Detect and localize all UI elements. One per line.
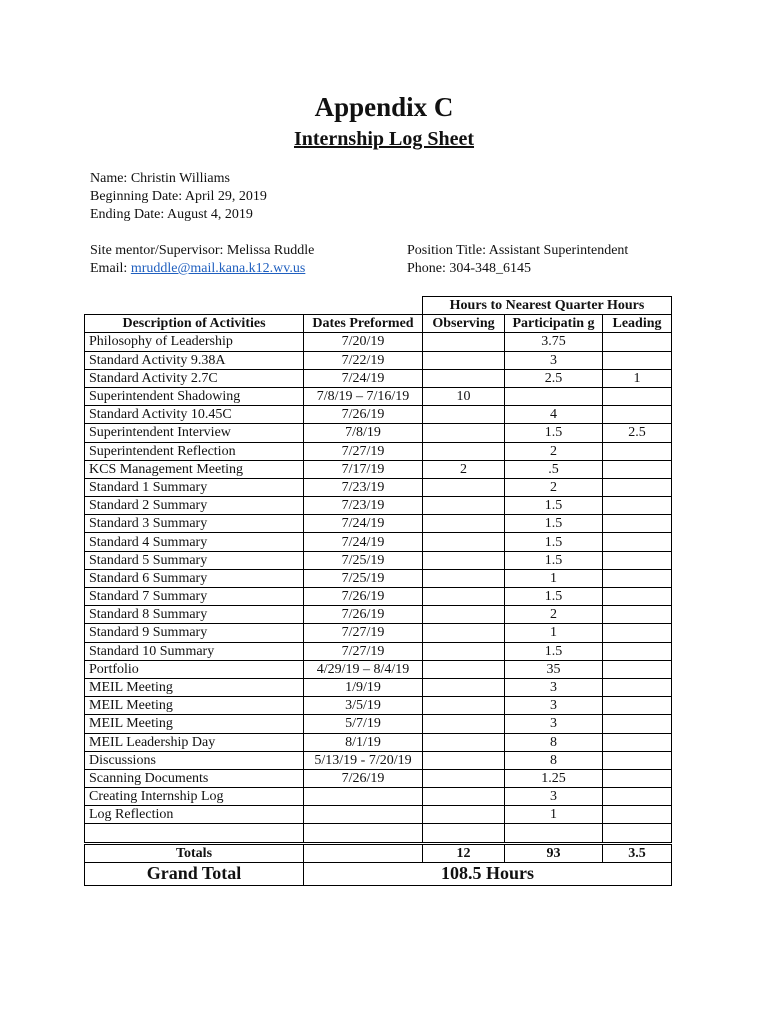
activity-description: Standard 6 Summary: [85, 569, 304, 587]
table-row: [85, 460, 672, 478]
table-row: [85, 660, 672, 678]
activity-date: 7/24/19: [304, 515, 423, 533]
activity-description: Standard 9 Summary: [85, 624, 304, 642]
table-row: [85, 715, 672, 733]
observing-hours: [423, 642, 505, 660]
page-title: Appendix C: [314, 92, 454, 122]
activity-date: 4/29/19 – 8/4/19: [304, 660, 423, 678]
observing-hours: [423, 806, 505, 824]
table-row: [85, 588, 672, 606]
activity-date: [304, 806, 423, 824]
mentor-email-link[interactable]: mruddle@mail.kana.k12.wv.us: [130, 261, 306, 276]
internship-log-table: [84, 296, 672, 886]
table-row: [85, 478, 672, 496]
col-observing: Observing: [423, 315, 505, 333]
observing-hours: [423, 551, 505, 569]
participating-hours: .5: [505, 460, 603, 478]
activity-date: 7/26/19: [304, 769, 423, 787]
observing-hours: [423, 424, 505, 442]
leading-hours: 1: [603, 369, 672, 387]
participating-hours: 4: [505, 406, 603, 424]
table-row: [85, 697, 672, 715]
table-row: [85, 333, 672, 351]
activity-description: Standard Activity 2.7C: [85, 369, 304, 387]
totals-row: [85, 843, 672, 862]
activity-description: MEIL Meeting: [85, 715, 304, 733]
activity-description: Standard 1 Summary: [85, 478, 304, 496]
activity-date: 7/17/19: [304, 460, 423, 478]
participating-hours: 3: [505, 678, 603, 696]
leading-hours: [603, 733, 672, 751]
leading-hours: [603, 642, 672, 660]
participating-hours: 1.5: [505, 533, 603, 551]
leading-hours: [603, 624, 672, 642]
participating-hours: 3: [505, 697, 603, 715]
table-row: [85, 569, 672, 587]
totals-label: Totals: [85, 843, 304, 862]
intern-name: Name: Christin Williams: [90, 171, 230, 186]
leading-hours: [603, 460, 672, 478]
participating-hours: 1: [505, 569, 603, 587]
leading-hours: [603, 333, 672, 351]
observing-hours: [423, 515, 505, 533]
activity-description: Standard 8 Summary: [85, 606, 304, 624]
participating-hours: 1: [505, 806, 603, 824]
participating-hours: 1.5: [505, 551, 603, 569]
mentor-position-info: [407, 242, 628, 278]
observing-hours: 2: [423, 460, 505, 478]
activity-date: 3/5/19: [304, 697, 423, 715]
table-row: [85, 424, 672, 442]
activity-description: Portfolio: [85, 660, 304, 678]
mentor-name: Site mentor/Supervisor: Melissa Ruddle: [90, 243, 315, 258]
participating-hours: 3: [505, 715, 603, 733]
leading-hours: [603, 406, 672, 424]
observing-hours: [423, 769, 505, 787]
participating-hours: 2: [505, 442, 603, 460]
page-subtitle: [0, 128, 768, 151]
leading-hours: [603, 551, 672, 569]
leading-hours: [603, 697, 672, 715]
activity-description: Philosophy of Leadership: [85, 333, 304, 351]
leading-hours: [603, 478, 672, 496]
grand-total-label: Grand Total: [85, 862, 304, 885]
observing-hours: [423, 442, 505, 460]
activity-date: 7/25/19: [304, 551, 423, 569]
activity-date: 7/26/19: [304, 606, 423, 624]
observing-hours: [423, 497, 505, 515]
participating-hours: 8: [505, 733, 603, 751]
participating-hours: 1.5: [505, 424, 603, 442]
activity-description: Scanning Documents: [85, 769, 304, 787]
participating-hours: [505, 387, 603, 405]
leading-hours: [603, 533, 672, 551]
totals-observing: 12: [423, 843, 505, 862]
observing-hours: [423, 533, 505, 551]
activity-description: Standard Activity 10.45C: [85, 406, 304, 424]
activity-description: MEIL Meeting: [85, 697, 304, 715]
observing-hours: [423, 606, 505, 624]
mentor-info: [90, 242, 314, 278]
activity-description: Discussions: [85, 751, 304, 769]
activity-description: MEIL Leadership Day: [85, 733, 304, 751]
observing-hours: [423, 715, 505, 733]
activity-description: KCS Management Meeting: [85, 460, 304, 478]
activity-date: 7/27/19: [304, 624, 423, 642]
grand-total-row: [85, 862, 672, 885]
subtitle-text: Internship Log Sheet: [293, 128, 475, 150]
table-row: [85, 751, 672, 769]
activity-date: 7/25/19: [304, 569, 423, 587]
observing-hours: [423, 406, 505, 424]
participating-hours: 35: [505, 660, 603, 678]
leading-hours: [603, 515, 672, 533]
activity-date: 7/24/19: [304, 533, 423, 551]
mentor-email-line: [90, 260, 314, 278]
observing-hours: [423, 660, 505, 678]
activity-description: Superintendent Reflection: [85, 442, 304, 460]
observing-hours: [423, 333, 505, 351]
leading-hours: [603, 351, 672, 369]
activity-date: 7/24/19: [304, 369, 423, 387]
activity-description: [85, 824, 304, 843]
participating-hours: 3.75: [505, 333, 603, 351]
col-leading: Leading: [603, 315, 672, 333]
activity-description: MEIL Meeting: [85, 678, 304, 696]
table-row: [85, 606, 672, 624]
leading-hours: [603, 497, 672, 515]
activity-date: 7/26/19: [304, 406, 423, 424]
participating-hours: 3: [505, 351, 603, 369]
participating-hours: 1.5: [505, 515, 603, 533]
table-row: [85, 369, 672, 387]
activity-date: [304, 788, 423, 806]
table-row: [85, 733, 672, 751]
activity-date: 5/13/19 - 7/20/19: [304, 751, 423, 769]
participating-hours: 1.5: [505, 588, 603, 606]
mentor-phone: Phone: 304-348_6145: [407, 261, 532, 276]
observing-hours: [423, 478, 505, 496]
table-row: [85, 406, 672, 424]
column-header-row: [85, 315, 672, 333]
leading-hours: [603, 824, 672, 843]
participating-hours: 1.25: [505, 769, 603, 787]
ending-date: Ending Date: August 4, 2019: [90, 207, 253, 222]
leading-hours: [603, 569, 672, 587]
observing-hours: [423, 751, 505, 769]
participating-hours: [505, 824, 603, 843]
activity-date: 8/1/19: [304, 733, 423, 751]
observing-hours: [423, 733, 505, 751]
leading-hours: [603, 442, 672, 460]
leading-hours: [603, 678, 672, 696]
observing-hours: [423, 588, 505, 606]
activity-date: [304, 824, 423, 843]
activity-date: 7/23/19: [304, 497, 423, 515]
table-row: [85, 642, 672, 660]
activity-date: 7/20/19: [304, 333, 423, 351]
activity-description: Superintendent Shadowing: [85, 387, 304, 405]
leading-hours: [603, 660, 672, 678]
leading-hours: [603, 769, 672, 787]
col-dates: Dates Preformed: [304, 315, 423, 333]
totals-participating: 93: [505, 843, 603, 862]
table-row: [85, 533, 672, 551]
participating-hours: 2: [505, 478, 603, 496]
grand-total-value: 108.5 Hours: [304, 862, 672, 885]
leading-hours: [603, 751, 672, 769]
observing-hours: [423, 678, 505, 696]
participating-hours: 1.5: [505, 642, 603, 660]
observing-hours: [423, 824, 505, 843]
participating-hours: 8: [505, 751, 603, 769]
activity-date: 7/22/19: [304, 351, 423, 369]
activity-description: Standard 10 Summary: [85, 642, 304, 660]
activity-description: Standard 7 Summary: [85, 588, 304, 606]
leading-hours: [603, 588, 672, 606]
table-row: [85, 387, 672, 405]
table-row: [85, 442, 672, 460]
observing-hours: [423, 369, 505, 387]
activity-description: Standard 5 Summary: [85, 551, 304, 569]
table-row: [85, 624, 672, 642]
activity-date: 7/8/19 – 7/16/19: [304, 387, 423, 405]
observing-hours: [423, 569, 505, 587]
observing-hours: [423, 697, 505, 715]
beginning-date: Beginning Date: April 29, 2019: [90, 189, 267, 204]
table-row: [85, 788, 672, 806]
participating-hours: 3: [505, 788, 603, 806]
table-row: [85, 551, 672, 569]
leading-hours: [603, 715, 672, 733]
activity-description: Creating Internship Log: [85, 788, 304, 806]
observing-hours: [423, 624, 505, 642]
leading-hours: [603, 788, 672, 806]
activity-date: 7/23/19: [304, 478, 423, 496]
leading-hours: [603, 387, 672, 405]
hours-group-header: Hours to Nearest Quarter Hours: [423, 297, 672, 315]
group-header-row: [85, 297, 672, 315]
email-label: Email:: [90, 261, 131, 276]
table-row: [85, 351, 672, 369]
col-description: Description of Activities: [85, 315, 304, 333]
table-row: [85, 806, 672, 824]
observing-hours: 10: [423, 387, 505, 405]
activity-description: Log Reflection: [85, 806, 304, 824]
intern-info: [90, 170, 267, 224]
table-row: [85, 824, 672, 843]
activity-description: Standard Activity 9.38A: [85, 351, 304, 369]
log-body: [85, 333, 672, 843]
activity-date: 7/27/19: [304, 642, 423, 660]
table-row: [85, 769, 672, 787]
leading-hours: 2.5: [603, 424, 672, 442]
activity-date: 1/9/19: [304, 678, 423, 696]
activity-date: 7/26/19: [304, 588, 423, 606]
participating-hours: 1: [505, 624, 603, 642]
activity-description: Superintendent Interview: [85, 424, 304, 442]
totals-leading: 3.5: [603, 843, 672, 862]
activity-date: 7/8/19: [304, 424, 423, 442]
participating-hours: 1.5: [505, 497, 603, 515]
table-row: [85, 497, 672, 515]
activity-description: Standard 3 Summary: [85, 515, 304, 533]
participating-hours: 2.5: [505, 369, 603, 387]
leading-hours: [603, 806, 672, 824]
activity-description: Standard 4 Summary: [85, 533, 304, 551]
participating-hours: 2: [505, 606, 603, 624]
activity-description: Standard 2 Summary: [85, 497, 304, 515]
table-row: [85, 515, 672, 533]
activity-date: 5/7/19: [304, 715, 423, 733]
position-title: Position Title: Assistant Superintendent: [407, 243, 629, 258]
col-participating: Participatin g: [505, 315, 603, 333]
table-row: [85, 678, 672, 696]
observing-hours: [423, 351, 505, 369]
activity-date: 7/27/19: [304, 442, 423, 460]
observing-hours: [423, 788, 505, 806]
leading-hours: [603, 606, 672, 624]
